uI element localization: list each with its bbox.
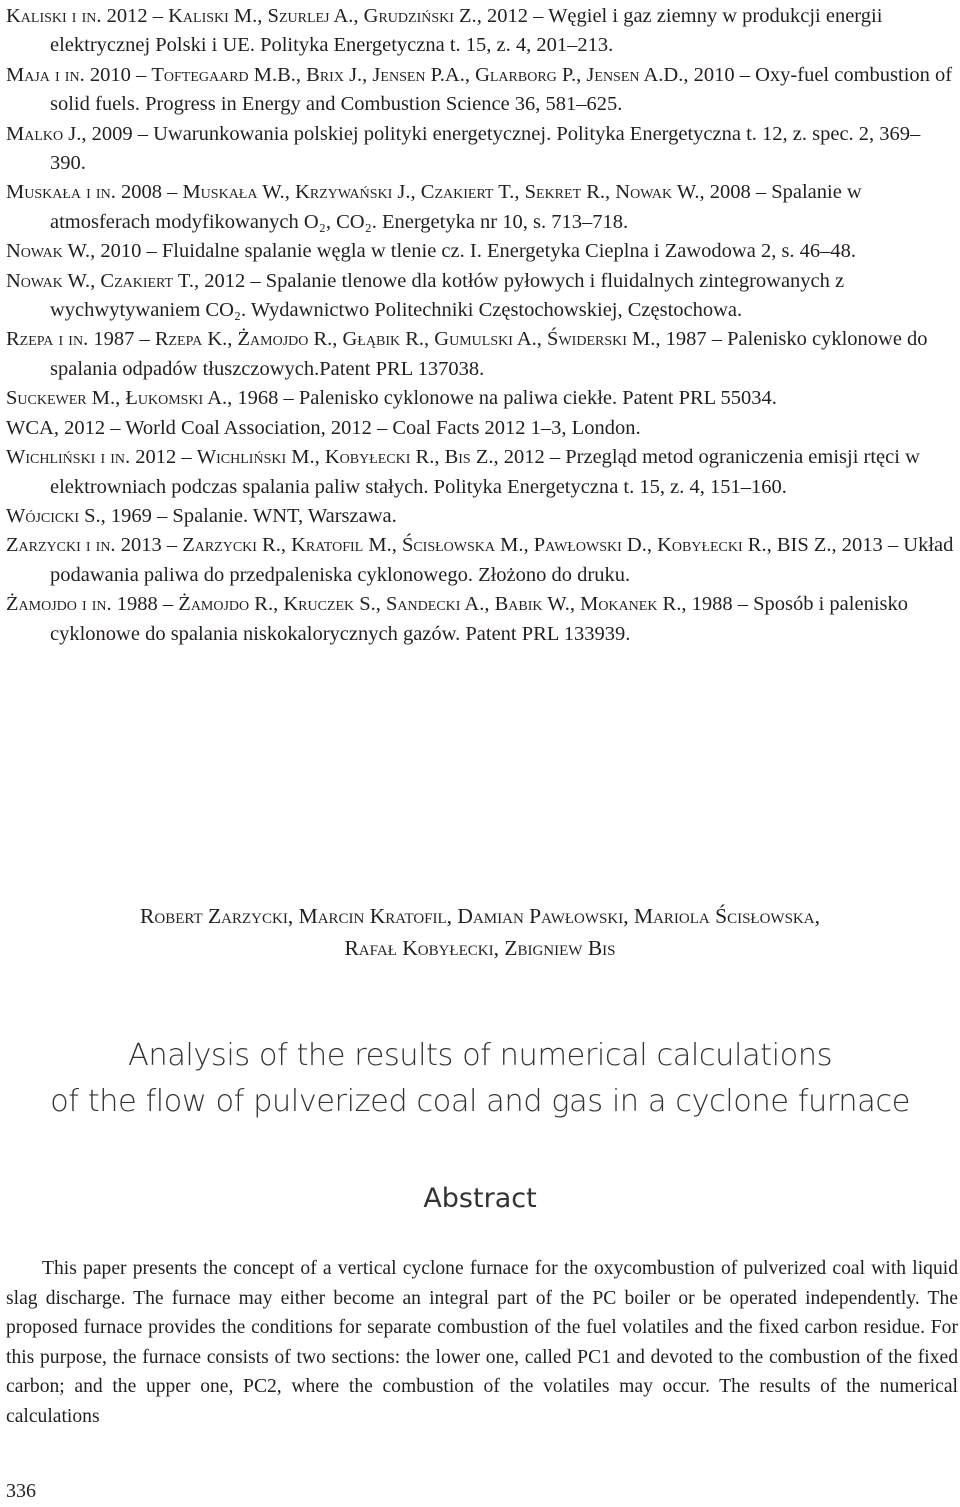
reference-item: Zarzycki i in. 2013 – Zarzycki R., Kratofil M., Ścisłowska M., Pawłowski D., Kobyłecki R., BIS Z., 2013 – Układ podawania paliwa do przedpaleniska cyklonowego. Złożono do druku.	[6, 534, 954, 586]
reference-list	[6, 2, 956, 649]
page-number: 336	[6, 1480, 36, 1502]
reference-item: Wichliński i in. 2012 – Wichliński M., Kobyłecki R., Bis Z., 2012 – Przegląd metod ograniczenia emisji rtęci w elektrowniach podczas spalania paliw stałych. Polityka Energetyczna t. 15, z. 4, 151–160.	[6, 446, 920, 498]
authors-line-1: Robert Zarzycki, Marcin Kratofil, Damian Pawłowski, Mariola Ścisłowska,	[140, 904, 820, 928]
abstract-heading: Abstract	[423, 1183, 537, 1214]
paper-authors	[0, 900, 960, 964]
abstract-text: This paper presents the concept of a vertical cyclone furnace for the oxycombustion of pulverized coal with liquid slag discharge. The furnace may either become an integral part of the PC boiler or be operated independently. The proposed furnace provides the conditions for separate combustion of the fuel volatiles and the fixed carbon residue. For this purpose, the furnace consists of two sections: the lower one, called PC1 and devoted to the combustion of the fixed carbon; and the upper one, PC2, where the combustion of the volatiles may occur. The results of the numerical calculations	[6, 1258, 958, 1427]
reference-item: Suckewer M., Łukomski A., 1968 – Palenisko cyklonowe na paliwa ciekłe. Patent PRL 55034.	[6, 387, 777, 410]
paper-title	[0, 1033, 960, 1125]
reference-item: WCA, 2012 – World Coal Association, 2012 – Coal Facts 2012 1–3, London.	[6, 416, 641, 439]
reference-item: Żamojdo i in. 1988 – Żamojdo R., Kruczek S., Sandecki A., Babik W., Mokanek R., 1988 – Sposób i palenisko cyklonowe do spalania niskokalorycznych gazów. Patent PRL 133939.	[6, 593, 909, 645]
reference-item: Wójcicki S., 1969 – Spalanie. WNT, Warszawa.	[6, 504, 397, 527]
title-line-1: Analysis of the results of numerical calculations	[128, 1038, 832, 1073]
reference-item: Nowak W., Czakiert T., 2012 – Spalanie tlenowe dla kotłów pyłowych i fluidalnych zintegrowanych z wychwytywaniem CO₂. Wydawnictwo Politechniki Częstochowskiej, Częstochowa.	[6, 269, 845, 322]
reference-item: Malko J., 2009 – Uwarunkowania polskiej polityki energetycznej. Polityka Energetyczna t. 12, z. spec. 2, 369–390.	[6, 122, 921, 175]
reference-item: Muskała i in. 2008 – Muskała W., Krzywański J., Czakiert T., Sekret R., Nowak W., 2008 – Spalanie w atmosferach modyfikowanych O₂, CO₂. Energetyka nr 10, s. 713–718.	[6, 181, 862, 233]
reference-item: Kaliski i in. 2012 – Kaliski M., Szurlej A., Grudziński Z., 2012 – Węgiel i gaz ziemny w produkcji energii elektrycznej Polski i UE. Polityka Energetyczna t. 15, z. 4, 201–213.	[6, 5, 883, 57]
authors-line-2: Rafał Kobyłecki, Zbigniew Bis	[344, 936, 616, 960]
title-line-2: of the flow of pulverized coal and gas in a cyclone furnace	[50, 1084, 910, 1119]
reference-item: Maja i in. 2010 – Toftegaard M.B., Brix J., Jensen P.A., Glarborg P., Jensen A.D., 2010 – Oxy-fuel combustion of solid fuels. Progress in Energy and Combustion Science 36, 581–625.	[6, 63, 953, 116]
reference-item: Rzepa i in. 1987 – Rzepa K., Żamojdo R., Głąbik R., Gumulski A., Świderski M., 1987 – Palenisko cyklonowe do spalania odpadów tłuszczowych.Patent PRL 137038.	[6, 328, 928, 380]
reference-item: Nowak W., 2010 – Fluidalne spalanie węgla w tlenie cz. I. Energetyka Cieplna i Zawodowa 2, s. 46–48.	[6, 240, 857, 263]
